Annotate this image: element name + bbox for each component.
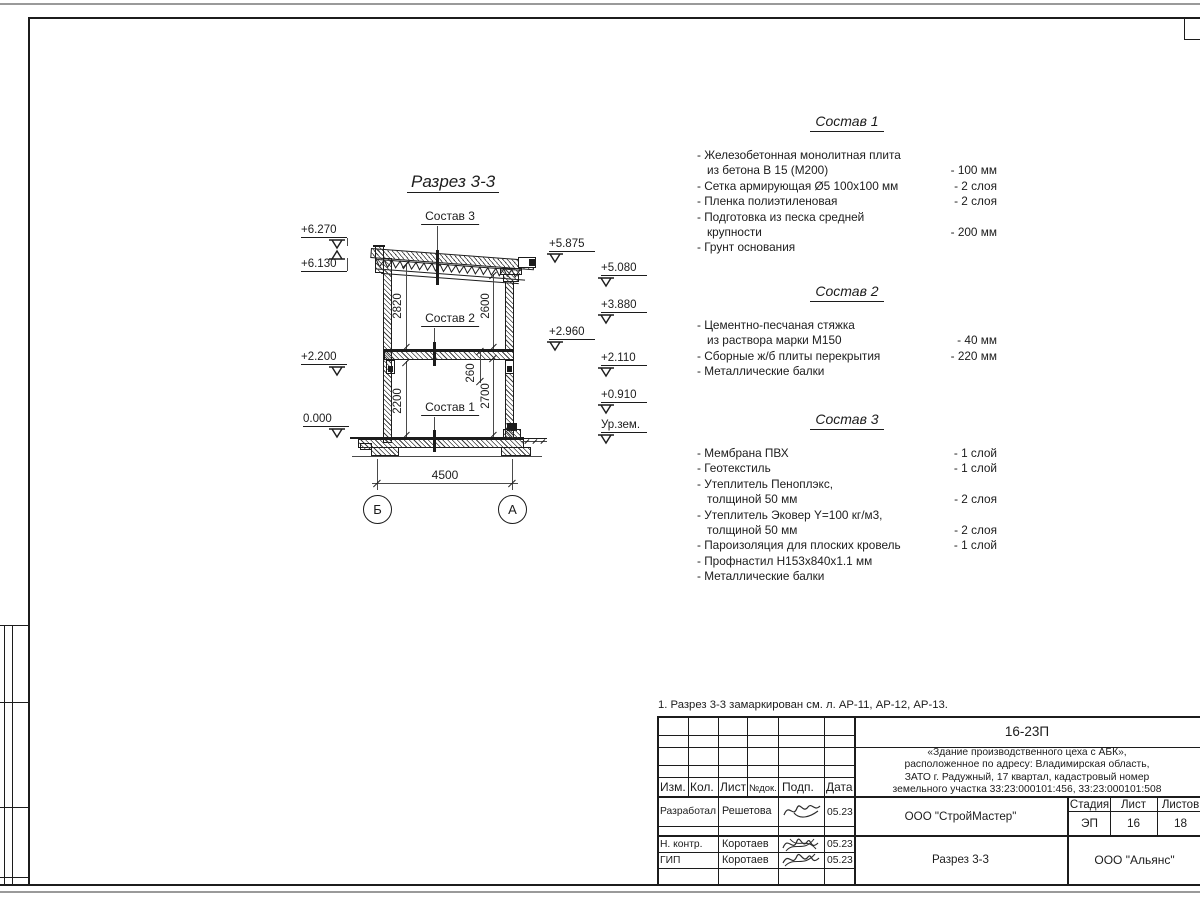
axis-letter: А [508, 502, 517, 517]
material-item [697, 349, 997, 364]
titleblock-line [747, 716, 748, 796]
elevation-mark-ground-level: Ур.зем. [601, 419, 647, 433]
elevation-mark: +6.130 [301, 258, 347, 272]
stage-value: ЭП [1081, 816, 1098, 830]
material-item [697, 148, 997, 179]
leader-line [434, 417, 435, 431]
elevation-mark: +6.270 [301, 224, 347, 238]
elevation-arrow-down-icon [598, 314, 614, 325]
material-name: толщиной 50 мм [707, 523, 798, 538]
titleblock-line [657, 716, 659, 884]
elevation-arrow-down-icon [547, 253, 563, 264]
composition-title: Состав 3 [697, 411, 997, 427]
object-description-line: ЗАТО г. Радужный, 17 квартал, кадастровый номер [904, 771, 1150, 783]
material-thickness: - 2 слоя [954, 523, 997, 538]
dim-line [493, 357, 494, 437]
titleblock-line [824, 716, 825, 884]
ground-level-line [519, 438, 547, 439]
dim-lower-left: 2200 [392, 388, 404, 414]
material-name: - Грунт основания [697, 240, 796, 255]
material-item [697, 569, 997, 584]
material-item [697, 240, 997, 255]
elevation-arrow-down-icon [329, 428, 345, 439]
titleblock-line [688, 716, 689, 796]
composition-list-2 [697, 283, 997, 380]
leader-label-sostav1: Состав 1 [421, 400, 479, 414]
elevation-connector [347, 238, 348, 246]
composition-list-1 [697, 113, 997, 256]
elevation-arrow-down-icon [598, 367, 614, 378]
drawing-title: Разрез 3-3 [407, 172, 499, 192]
dim-line [406, 361, 407, 437]
composition-list-3 [697, 411, 997, 585]
page-top-edge [0, 3, 1200, 5]
side-stamp-line [4, 625, 5, 884]
material-item [697, 508, 997, 539]
elevation-mark: +3.880 [601, 299, 647, 313]
object-description-line: расположенное по адресу: Владимирская область, [904, 759, 1150, 771]
axis-bubble-b [363, 495, 392, 524]
material-name: - Пленка полиэтиленовая [697, 194, 838, 209]
material-thickness: - 2 слоя [954, 194, 997, 209]
signature-scribble [780, 849, 824, 871]
titleblock-line [778, 716, 779, 884]
dim-line [493, 274, 494, 349]
floor-beam-right-dark [507, 366, 512, 372]
frame-bottom [0, 884, 1200, 886]
frame-top [28, 17, 1200, 19]
doc-number: 16-23П [1004, 724, 1050, 739]
material-name: - Мембрана ПВХ [697, 446, 789, 460]
signature-role: Разработал [660, 806, 717, 817]
col-header-list: Лист [720, 780, 747, 794]
material-name: - Утеплитель Эковер Y=100 кг/м3, [697, 507, 883, 522]
composition-title: Состав 1 [697, 113, 997, 129]
elevation-mark: 0.000 [303, 413, 349, 427]
elevation-mark: +5.080 [601, 262, 647, 276]
dim-line [406, 263, 407, 349]
material-name: из раствора марки М150 [707, 333, 842, 348]
material-item [697, 554, 997, 569]
signature-name: Коротаев [722, 838, 769, 850]
elevation-arrow-down-icon [329, 366, 345, 377]
material-name: - Подготовка из песка средней [697, 209, 865, 224]
material-thickness: - 200 мм [950, 225, 997, 240]
dim-upper-right: 2600 [480, 293, 492, 319]
material-name: из бетона В 15 (М200) [707, 163, 829, 178]
material-name: крупности [707, 225, 762, 240]
signature-date: 05.23 [827, 855, 853, 866]
ext-line [377, 459, 378, 490]
elevation-mark: +0.910 [601, 389, 647, 403]
titleblock-line [718, 716, 719, 884]
elevation-arrow-down-icon [598, 277, 614, 288]
col-header-data: Дата [826, 780, 853, 794]
material-item [697, 318, 997, 349]
right-footing [501, 447, 531, 456]
signature-name: Коротаев [722, 854, 769, 866]
material-thickness: - 1 слой [953, 461, 997, 476]
left-footing [371, 447, 399, 456]
sheet-number: 16 [1126, 816, 1141, 830]
sheet-name: Разрез 3-3 [932, 853, 989, 866]
side-stamp-line [0, 877, 28, 878]
elevation-mark: +2.960 [549, 326, 595, 340]
dim-upper-left: 2820 [392, 293, 404, 319]
composition-title: Состав 2 [697, 283, 997, 299]
elevation-mark: +2.110 [601, 352, 647, 366]
elevation-arrow-down-icon [598, 434, 614, 445]
sheets-label: Листов [1161, 798, 1200, 811]
sheets-total: 18 [1173, 816, 1188, 830]
frame-corner-box-bottom [1184, 39, 1200, 40]
material-name: - Металлические балки [697, 364, 825, 379]
col-header-izm: Изм. [660, 780, 686, 794]
parapet-cap [373, 245, 385, 247]
signature-role: ГИП [660, 855, 681, 866]
elevation-arrow-down-icon [547, 341, 563, 352]
side-stamp-line [0, 702, 28, 703]
material-item [697, 194, 997, 209]
elevation-mark: +5.875 [549, 238, 595, 252]
elevation-connector [347, 258, 348, 271]
right-wall-upper [505, 281, 514, 350]
leader-section-mark [433, 342, 436, 366]
side-stamp-line [0, 625, 28, 626]
elevation-mark: +2.200 [301, 351, 347, 365]
span-dim-text: 4500 [431, 468, 459, 482]
ext-line [512, 459, 513, 490]
material-name: - Металлические балки [697, 569, 825, 584]
material-name: - Профнастил Н153х840х1.1 мм [697, 553, 873, 568]
side-stamp-line [12, 625, 13, 884]
material-name: - Цементно-песчаная стяжка [697, 318, 855, 332]
sheet-note: 1. Разрез 3-3 замаркирован см. л. АР-11, АР-12, АР-13. [658, 699, 948, 711]
contractor-org: ООО "СтройМастер" [904, 809, 1017, 823]
side-stamp-line [0, 807, 28, 808]
object-description-line: «Здание производственного цеха с АБК», [927, 747, 1127, 759]
material-thickness: - 220 мм [950, 348, 997, 363]
leader-line [434, 328, 435, 343]
material-name: - Железобетонная монолитная плита [697, 148, 901, 162]
material-name: - Пароизоляция для плоских кровель [697, 538, 901, 553]
leader-section-mark [433, 430, 436, 452]
axis-letter: Б [373, 502, 382, 517]
material-thickness: - 1 слой [953, 446, 997, 460]
material-thickness: - 2 слоя [954, 178, 997, 193]
design-org: ООО "Альянс" [1094, 852, 1175, 867]
leader-section-mark [436, 250, 439, 285]
col-header-kol: Кол. [690, 780, 714, 794]
object-description [856, 748, 1198, 795]
material-item [697, 477, 997, 508]
material-item [697, 538, 997, 553]
material-name: толщиной 50 мм [707, 492, 798, 507]
floor-beam-left-dark [388, 366, 393, 372]
material-name: - Геотекстиль [697, 461, 771, 476]
dim-lower-right: 2700 [480, 383, 492, 409]
material-thickness: - 40 мм [957, 333, 997, 348]
material-item [697, 461, 997, 476]
object-description-line: земельного участка 33:23:000101:456, 33:23:000101:508 [892, 783, 1162, 795]
col-header-ndok: №док. [749, 783, 777, 794]
page-bottom-edge [0, 891, 1200, 893]
roof-edge-cap-dark [529, 259, 536, 266]
material-thickness: - 1 слой [953, 538, 997, 553]
signature-date: 05.23 [827, 807, 853, 818]
material-item [697, 364, 997, 379]
material-thickness: - 100 мм [950, 163, 997, 178]
dim-slab: 260 [465, 363, 477, 383]
signature-name: Решетова [722, 805, 772, 817]
material-name: - Сборные ж/б плиты перекрытия [697, 348, 881, 363]
leader-label-sostav3: Состав 3 [421, 209, 479, 223]
elevation-arrow-down-icon [598, 404, 614, 415]
material-thickness: - 2 слоя [954, 492, 997, 507]
material-item [697, 179, 997, 194]
stage-label: Стадия [1069, 798, 1110, 811]
frame-left [28, 17, 30, 884]
sheet-label: Лист [1121, 798, 1146, 811]
material-item [697, 446, 997, 461]
material-name: - Сетка армирующая Ø5 100х100 мм [697, 178, 899, 193]
col-header-podp: Подп. [782, 780, 814, 794]
leader-label-sostav2: Состав 2 [421, 311, 479, 325]
frame-corner-box [1184, 17, 1185, 39]
span-dim-line [372, 483, 518, 484]
signature-role: Н. контр. [660, 839, 703, 850]
signature-date: 05.23 [827, 839, 853, 850]
material-name: - Утеплитель Пеноплэкс, [697, 476, 834, 491]
foundation-bottom-line [352, 456, 542, 457]
axis-bubble-a [498, 495, 527, 524]
signature-scribble [782, 799, 822, 824]
leader-line [437, 226, 438, 252]
material-item [697, 210, 997, 241]
